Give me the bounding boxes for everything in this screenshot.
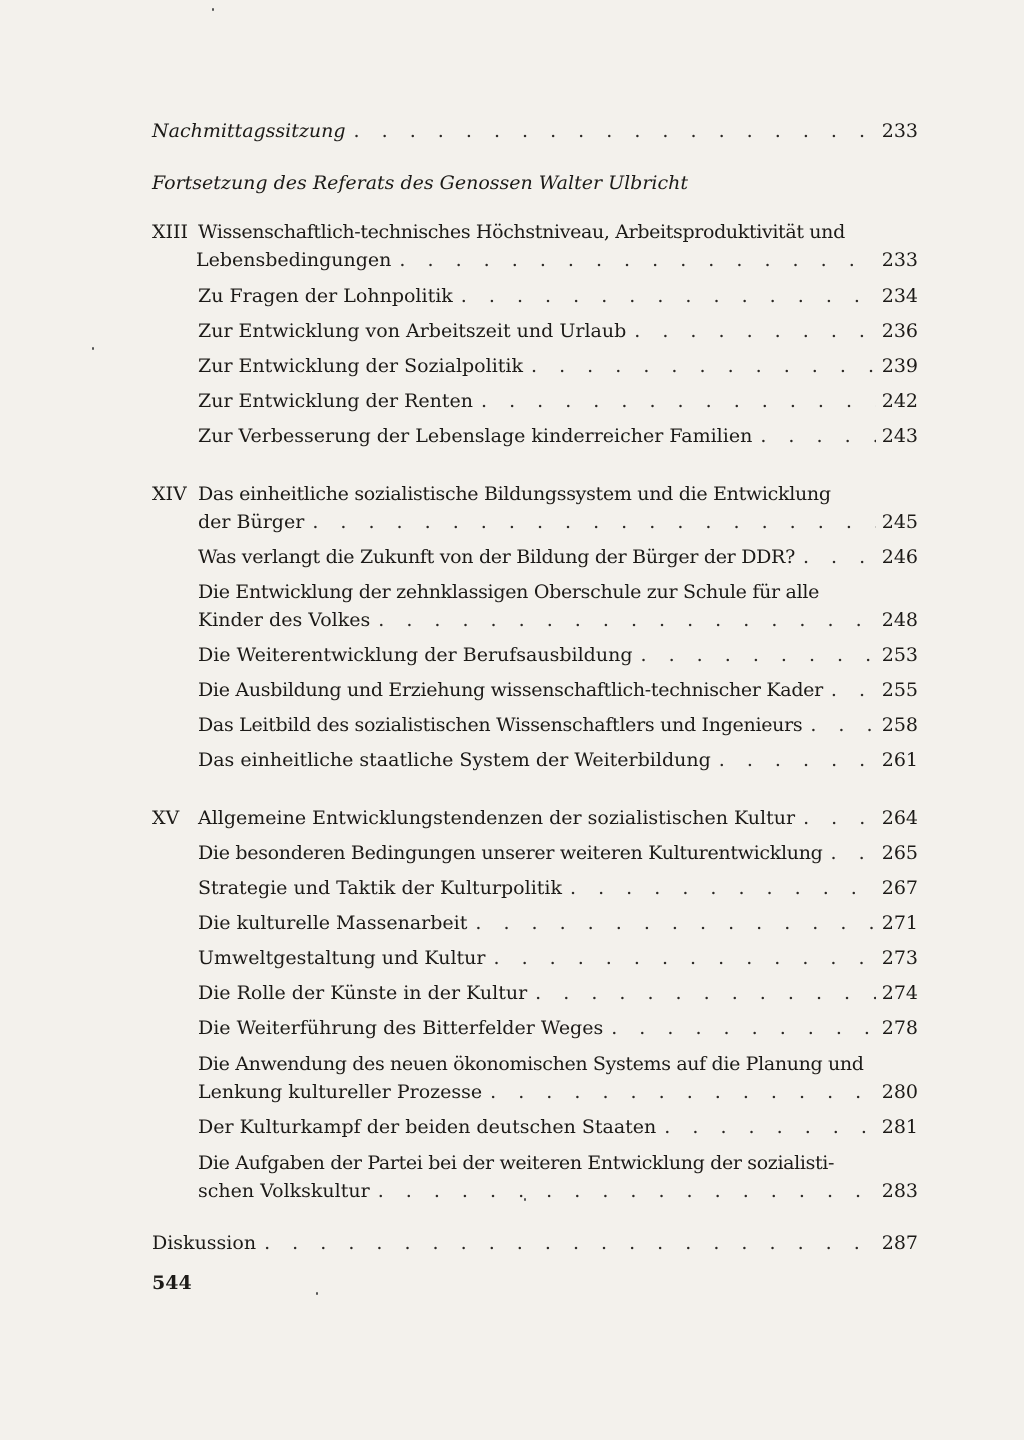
entry-title: Zur Entwicklung der Sozialpolitik [198,355,524,377]
scan-speck [92,347,94,350]
toc-entry [198,423,918,449]
toc-entry [198,1015,918,1041]
section-numeral-13: XIII [152,221,189,243]
entry-page: 258 [881,714,918,736]
entry-page: 274 [881,982,918,1004]
leader-dots [752,423,875,449]
entry-page: 239 [881,355,918,377]
leader-dots [562,875,876,901]
section-14-title-line2 [198,509,918,535]
leader-dots [823,840,876,866]
toc-entry [198,945,918,971]
leader-dots [523,353,876,379]
toc-entry [198,840,918,866]
leader-dots [391,247,875,273]
entry-page: 233 [881,249,918,271]
entry-title: Strategie und Taktik der Kulturpolitik [198,877,562,899]
toc-entry [198,875,918,901]
toc-entry [198,607,918,633]
leader-dots [823,677,876,703]
leader-dots [795,544,876,570]
toc-entry [198,910,918,936]
entry-title: Lebensbedingungen [196,249,392,271]
leader-dots [482,1079,876,1105]
leader-dots [467,910,875,936]
leader-dots [711,747,876,773]
entry-page: 243 [881,425,918,447]
leader-dots [795,805,876,831]
toc-entry [198,283,918,309]
entry-page: 267 [881,877,918,899]
entry-page: 264 [881,807,918,829]
leader-dots [304,509,875,535]
entry-page: 281 [881,1116,918,1138]
entry-page: 287 [881,1232,918,1254]
page-number: 544 [152,1272,192,1294]
toc-entry [198,1079,918,1105]
entry-page: 273 [881,947,918,969]
entry-page: 283 [881,1180,918,1202]
entry-title: schen Volkskultur [198,1180,370,1202]
entry-title: Das einheitliche staatliche System der Weiterbildung [198,749,711,771]
section-13-title-line1: Wissenschaftlich-technisches Höchstniveau, Arbeitsproduktivität und [198,221,845,243]
entry-page: 255 [881,679,918,701]
entry-title: Die Weiterentwicklung der Berufsausbildung [198,644,633,666]
scan-speck [212,8,214,11]
leader-dots [453,283,876,309]
entry-page: 234 [881,285,918,307]
entry-page: 248 [881,609,918,631]
entry-title: Die besonderen Bedingungen unserer weiteren Kulturentwicklung [198,842,823,864]
leader-dots [256,1230,876,1256]
entry-title: Was verlangt die Zukunft von der Bildung der Bürger der DDR? [198,546,795,568]
entry-page: 271 [881,912,918,934]
entry-title: Zur Entwicklung von Arbeitszeit und Urlaub [198,320,627,342]
entry-page: 233 [881,120,918,142]
entry-title: Die kulturelle Massenarbeit [198,912,468,934]
entry-page: 245 [881,511,918,533]
entry-title: Die Ausbildung und Erziehung wissenschaftlich-technischer Kader [198,679,823,701]
entry-page: 278 [881,1017,918,1039]
toc-entry [198,677,918,703]
toc-entry [198,747,918,773]
toc-entry [198,318,918,344]
entry-page: 236 [881,320,918,342]
toc-entry [198,1178,918,1204]
leader-dots [802,712,875,738]
entry-title: Zur Entwicklung der Renten [198,390,473,412]
leader-dots [656,1114,875,1140]
toc-entry-line1: Die Aufgaben der Partei bei der weiteren Entwicklung der sozialisti- [198,1152,835,1174]
entry-title: Nachmittagssitzung [152,120,346,142]
toc-entry-line1: Die Anwendung des neuen ökonomischen Systems auf die Planung und [198,1053,864,1075]
toc-entry-line1: Die Entwicklung der zehnklassigen Oberschule zur Schule für alle [198,581,820,603]
toc-entry [198,353,918,379]
leader-dots [370,1178,876,1204]
toc-entry [198,388,918,414]
entry-title: Umweltgestaltung und Kultur [198,947,486,969]
toc-entry [198,1114,918,1140]
continuation-heading: Fortsetzung des Referats des Genossen Walter Ulbricht [152,172,688,194]
entry-title: Lenkung kultureller Prozesse [198,1081,483,1103]
entry-page: 280 [881,1081,918,1103]
leader-dots [626,318,875,344]
section-15-title [198,805,918,831]
entry-title: Diskussion [152,1232,257,1254]
entry-title: Die Rolle der Künste in der Kultur [198,982,528,1004]
entry-page: 261 [881,749,918,771]
toc-entry [198,642,918,668]
section-13-title-line2 [196,247,918,273]
leader-dots [473,388,876,414]
entry-page: 242 [881,390,918,412]
leader-dots [485,945,875,971]
entry-title: Kinder des Volkes [198,609,371,631]
toc-entry-afternoon [152,118,918,144]
entry-title: Zur Verbesserung der Lebenslage kinderreicher Familien [198,425,753,447]
toc-entry [198,980,918,1006]
section-14-title-line1: Das einheitliche sozialistische Bildungssystem und die Entwicklung [198,483,831,505]
toc-entry [198,712,918,738]
entry-title: Allgemeine Entwicklungstendenzen der sozialistischen Kultur [198,807,796,829]
leader-dots [633,642,876,668]
entry-page: 265 [881,842,918,864]
entry-page: 246 [881,546,918,568]
leader-dots [346,118,876,144]
toc-entry [198,544,918,570]
entry-page: 253 [881,644,918,666]
entry-title: Der Kulturkampf der beiden deutschen Staaten [198,1116,657,1138]
leader-dots [603,1015,876,1041]
entry-title: Das Leitbild des sozialistischen Wissenschaftlers und Ingenieurs [198,714,803,736]
scan-speck [316,1292,318,1295]
entry-title: Die Weiterführung des Bitterfelder Weges [198,1017,604,1039]
toc-entry-discussion [152,1230,918,1256]
leader-dots [370,607,876,633]
section-numeral-14: XIV [152,483,187,505]
leader-dots [527,980,876,1006]
entry-title: Zu Fragen der Lohnpolitik [198,285,453,307]
entry-title: der Bürger [198,511,305,533]
scan-speck [524,1198,526,1201]
section-numeral-15: XV [152,807,180,829]
